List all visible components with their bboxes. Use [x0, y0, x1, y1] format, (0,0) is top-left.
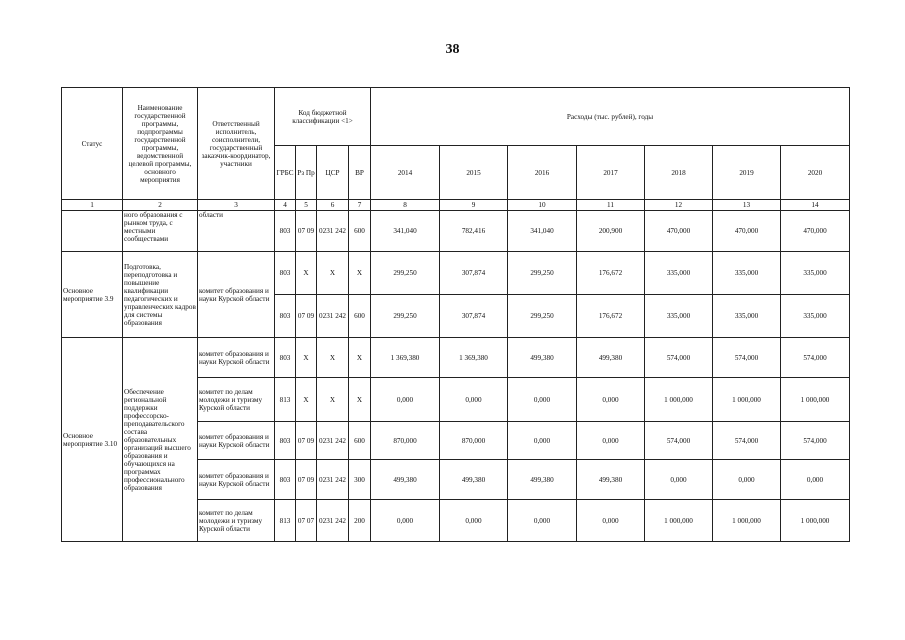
- header-year: 2018: [645, 146, 713, 200]
- rzpr-cell: 07 09: [296, 211, 317, 252]
- value-cell: 0,000: [508, 378, 577, 422]
- value-cell: 574,000: [713, 422, 781, 460]
- column-number: 11: [577, 200, 645, 211]
- value-cell: 299,250: [371, 295, 440, 338]
- rzpr-cell: X: [296, 252, 317, 295]
- value-cell: 0,000: [371, 500, 440, 542]
- value-cell: 1 000,000: [645, 500, 713, 542]
- header-vr: ВР: [349, 146, 371, 200]
- header-expenses: Расходы (тыс. рублей), годы: [371, 88, 850, 146]
- column-number: 6: [317, 200, 349, 211]
- table-row: [62, 211, 850, 252]
- vr-cell: 200: [349, 500, 371, 542]
- rzpr-cell: 07 09: [296, 422, 317, 460]
- value-cell: 335,000: [645, 295, 713, 338]
- value-cell: 574,000: [645, 422, 713, 460]
- header-year: 2014: [371, 146, 440, 200]
- column-number: 8: [371, 200, 440, 211]
- value-cell: 307,874: [440, 252, 508, 295]
- value-cell: 176,672: [577, 252, 645, 295]
- column-number: 5: [296, 200, 317, 211]
- column-number: 2: [123, 200, 198, 211]
- column-number: 4: [275, 200, 296, 211]
- column-number: 12: [645, 200, 713, 211]
- vr-cell: 600: [349, 211, 371, 252]
- value-cell: 499,380: [440, 460, 508, 500]
- value-cell: 341,040: [508, 211, 577, 252]
- value-cell: 1 000,000: [645, 378, 713, 422]
- csr-cell: 0231 242: [317, 460, 349, 500]
- column-number-row: [62, 200, 850, 211]
- value-cell: 1 000,000: [713, 378, 781, 422]
- value-cell: 176,672: [577, 295, 645, 338]
- program-name-cell: Подготовка, переподготовка и повышение квалификации педагогических и управленческих кадров для системы образования: [123, 252, 198, 338]
- value-cell: 0,000: [645, 460, 713, 500]
- value-cell: 1 369,380: [371, 338, 440, 378]
- grbs-cell: 803: [275, 460, 296, 500]
- table-row: [62, 338, 850, 378]
- vr-cell: 300: [349, 460, 371, 500]
- value-cell: 1 000,000: [781, 500, 850, 542]
- value-cell: 574,000: [781, 338, 850, 378]
- header-grbs: ГРБС: [275, 146, 296, 200]
- executor-cell: комитет по делам молодежи и туризму Курской области: [198, 500, 275, 542]
- value-cell: 299,250: [508, 252, 577, 295]
- grbs-cell: 803: [275, 422, 296, 460]
- csr-cell: X: [317, 378, 349, 422]
- value-cell: 0,000: [713, 460, 781, 500]
- value-cell: 1 000,000: [781, 378, 850, 422]
- vr-cell: X: [349, 252, 371, 295]
- rzpr-cell: X: [296, 378, 317, 422]
- csr-cell: X: [317, 338, 349, 378]
- value-cell: 0,000: [440, 500, 508, 542]
- vr-cell: X: [349, 338, 371, 378]
- column-number: 10: [508, 200, 577, 211]
- value-cell: 0,000: [508, 500, 577, 542]
- header-status: Статус: [62, 88, 123, 200]
- rzpr-cell: X: [296, 338, 317, 378]
- grbs-cell: 813: [275, 500, 296, 542]
- header-budget-code: Код бюджетной классификации <1>: [275, 88, 371, 146]
- executor-cell: комитет образования и науки Курской области: [198, 252, 275, 338]
- executor-cell: комитет образования и науки Курской области: [198, 460, 275, 500]
- value-cell: 470,000: [713, 211, 781, 252]
- vr-cell: X: [349, 378, 371, 422]
- grbs-cell: 803: [275, 252, 296, 295]
- header-csr: ЦСР: [317, 146, 349, 200]
- grbs-cell: 803: [275, 338, 296, 378]
- csr-cell: 0231 242: [317, 295, 349, 338]
- value-cell: 870,000: [371, 422, 440, 460]
- value-cell: 341,040: [371, 211, 440, 252]
- value-cell: 0,000: [577, 500, 645, 542]
- value-cell: 335,000: [645, 252, 713, 295]
- budget-table: [61, 87, 850, 542]
- value-cell: 1 000,000: [713, 500, 781, 542]
- value-cell: 0,000: [577, 422, 645, 460]
- value-cell: 307,874: [440, 295, 508, 338]
- executor-cell: области: [198, 211, 275, 252]
- page-number: 38: [445, 42, 460, 57]
- value-cell: 499,380: [508, 338, 577, 378]
- value-cell: 1 369,380: [440, 338, 508, 378]
- grbs-cell: 803: [275, 295, 296, 338]
- value-cell: 299,250: [371, 252, 440, 295]
- value-cell: 499,380: [508, 460, 577, 500]
- table-row: [62, 252, 850, 295]
- value-cell: 574,000: [713, 338, 781, 378]
- value-cell: 870,000: [440, 422, 508, 460]
- column-number: 1: [62, 200, 123, 211]
- value-cell: 470,000: [781, 211, 850, 252]
- executor-cell: комитет по делам молодежи и туризму Курской области: [198, 378, 275, 422]
- csr-cell: 0231 242: [317, 422, 349, 460]
- header-year: 2015: [440, 146, 508, 200]
- status-cell: Основное мероприятие 3.9: [62, 252, 123, 338]
- program-name-cell: Обеспечение региональной поддержки профессорско-преподавательского состава образовательных организаций высшего образования и обучающихся на программах профессионального образования: [123, 338, 198, 542]
- value-cell: 299,250: [508, 295, 577, 338]
- grbs-cell: 813: [275, 378, 296, 422]
- csr-cell: X: [317, 252, 349, 295]
- value-cell: 200,900: [577, 211, 645, 252]
- csr-cell: 0231 242: [317, 211, 349, 252]
- value-cell: 574,000: [781, 422, 850, 460]
- rzpr-cell: 07 09: [296, 460, 317, 500]
- column-number: 9: [440, 200, 508, 211]
- value-cell: 335,000: [781, 252, 850, 295]
- value-cell: 499,380: [577, 460, 645, 500]
- column-number: 3: [198, 200, 275, 211]
- header-program-name: Наименование государственной программы, подпрограммы государственной программы, ведомственной целевой программы, основного мероприятия: [123, 88, 198, 200]
- vr-cell: 600: [349, 295, 371, 338]
- value-cell: 0,000: [508, 422, 577, 460]
- header-rzpr: Рз Пр: [296, 146, 317, 200]
- vr-cell: 600: [349, 422, 371, 460]
- header-year: 2016: [508, 146, 577, 200]
- csr-cell: 0231 242: [317, 500, 349, 542]
- column-number: 13: [713, 200, 781, 211]
- program-name-cell: ного образования с рынком труда, с местными сообществами: [123, 211, 198, 252]
- header-year: 2019: [713, 146, 781, 200]
- value-cell: 335,000: [781, 295, 850, 338]
- value-cell: 499,380: [371, 460, 440, 500]
- header-year: 2017: [577, 146, 645, 200]
- value-cell: 499,380: [577, 338, 645, 378]
- value-cell: 470,000: [645, 211, 713, 252]
- rzpr-cell: 07 09: [296, 295, 317, 338]
- header-year: 2020: [781, 146, 850, 200]
- executor-cell: комитет образования и науки Курской области: [198, 338, 275, 378]
- value-cell: 335,000: [713, 295, 781, 338]
- value-cell: 0,000: [440, 378, 508, 422]
- value-cell: 0,000: [577, 378, 645, 422]
- grbs-cell: 803: [275, 211, 296, 252]
- column-number: 14: [781, 200, 850, 211]
- executor-cell: комитет образования и науки Курской области: [198, 422, 275, 460]
- value-cell: 574,000: [645, 338, 713, 378]
- header-executor: Ответственный исполнитель, соисполнители, государственный заказчик-координатор, участники: [198, 88, 275, 200]
- rzpr-cell: 07 07: [296, 500, 317, 542]
- column-number: 7: [349, 200, 371, 211]
- status-cell: [62, 211, 123, 252]
- value-cell: 782,416: [440, 211, 508, 252]
- value-cell: 0,000: [371, 378, 440, 422]
- status-cell: Основное мероприятие 3.10: [62, 338, 123, 542]
- value-cell: 0,000: [781, 460, 850, 500]
- value-cell: 335,000: [713, 252, 781, 295]
